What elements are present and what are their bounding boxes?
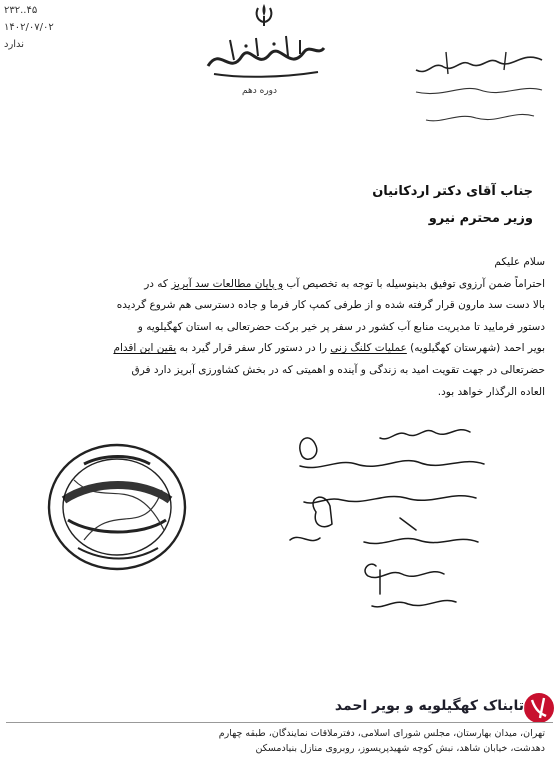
representative-signature [402, 40, 552, 140]
body-line: العاده الرگذار خواهد بود. [437, 385, 545, 398]
reference-date: ۱۴۰۲/۰۷/۰۲ [4, 22, 54, 33]
iran-emblem-icon [252, 2, 276, 28]
footer-address-dehdasht: دهدشت، خیابان شاهد، نبش کوچه شهیدپریسوز، روبروی منازل بنیادمسکن [255, 743, 545, 754]
handwritten-notes [220, 420, 490, 620]
body-line [10, 338, 545, 360]
letter-body [10, 252, 545, 403]
body-text-span: احتراماً ضمن آرزوی توفیق بدینوسیله با توجه به تخصیص آب [283, 277, 545, 290]
watermark-text: تابناک کهگیلویه و بویر احمد [334, 698, 524, 714]
body-text-span: بویر احمد (شهرستان کهگیلویه) [406, 342, 545, 355]
recipient-name: جناب آقای دکتر اردکانیان [372, 184, 533, 199]
term-label: دوره دهم [242, 86, 278, 96]
body-line: بالا دست سد مارون قرار گرفته شده و از طرفی کمپ کار فرما و جاده دسترسی هم شروع گردیده [116, 299, 545, 312]
recipient-title: وزیر محترم نیرو [428, 211, 533, 226]
reference-number: ۲۳۲..۴۵ [4, 5, 38, 16]
reference-block [4, 2, 64, 53]
reference-attachment: ندارد [4, 39, 25, 50]
body-text-span: که در [144, 277, 172, 290]
news-logo-icon [522, 690, 556, 726]
body-line: دستور فرمایید تا مدیریت منابع آب کشور در سفر پر خیر برکت حضرتعالی به استان کهگیلویه و [137, 320, 545, 333]
greeting: سلام علیکم [494, 256, 545, 268]
footer-address-tehran: تهران، میدان بهارستان، مجلس شورای اسلامی، دفترملاقات نمایندگان، طبقه چهارم [218, 728, 545, 739]
footer-address [10, 726, 545, 756]
watermark [292, 690, 558, 730]
body-text-span: را در دستور کار سفر قرار گیرد به [176, 342, 331, 355]
body-line [10, 274, 545, 296]
parliament-logo [200, 26, 330, 86]
recipient-block [203, 178, 533, 232]
footer-divider [6, 722, 553, 723]
underlined-text: یقین این اقدام [113, 342, 177, 355]
underlined-text: و پایان مطالعات سد آبریز [171, 277, 284, 290]
official-stamp [44, 440, 190, 574]
body-line: حضرتعالی در جهت تقویت امید به زندگی و آینده و اهمیتی که در بخش کشاورزی آبریز دارد فرق [131, 363, 545, 376]
underlined-text: عملیات کلنگ زنی [330, 342, 407, 355]
